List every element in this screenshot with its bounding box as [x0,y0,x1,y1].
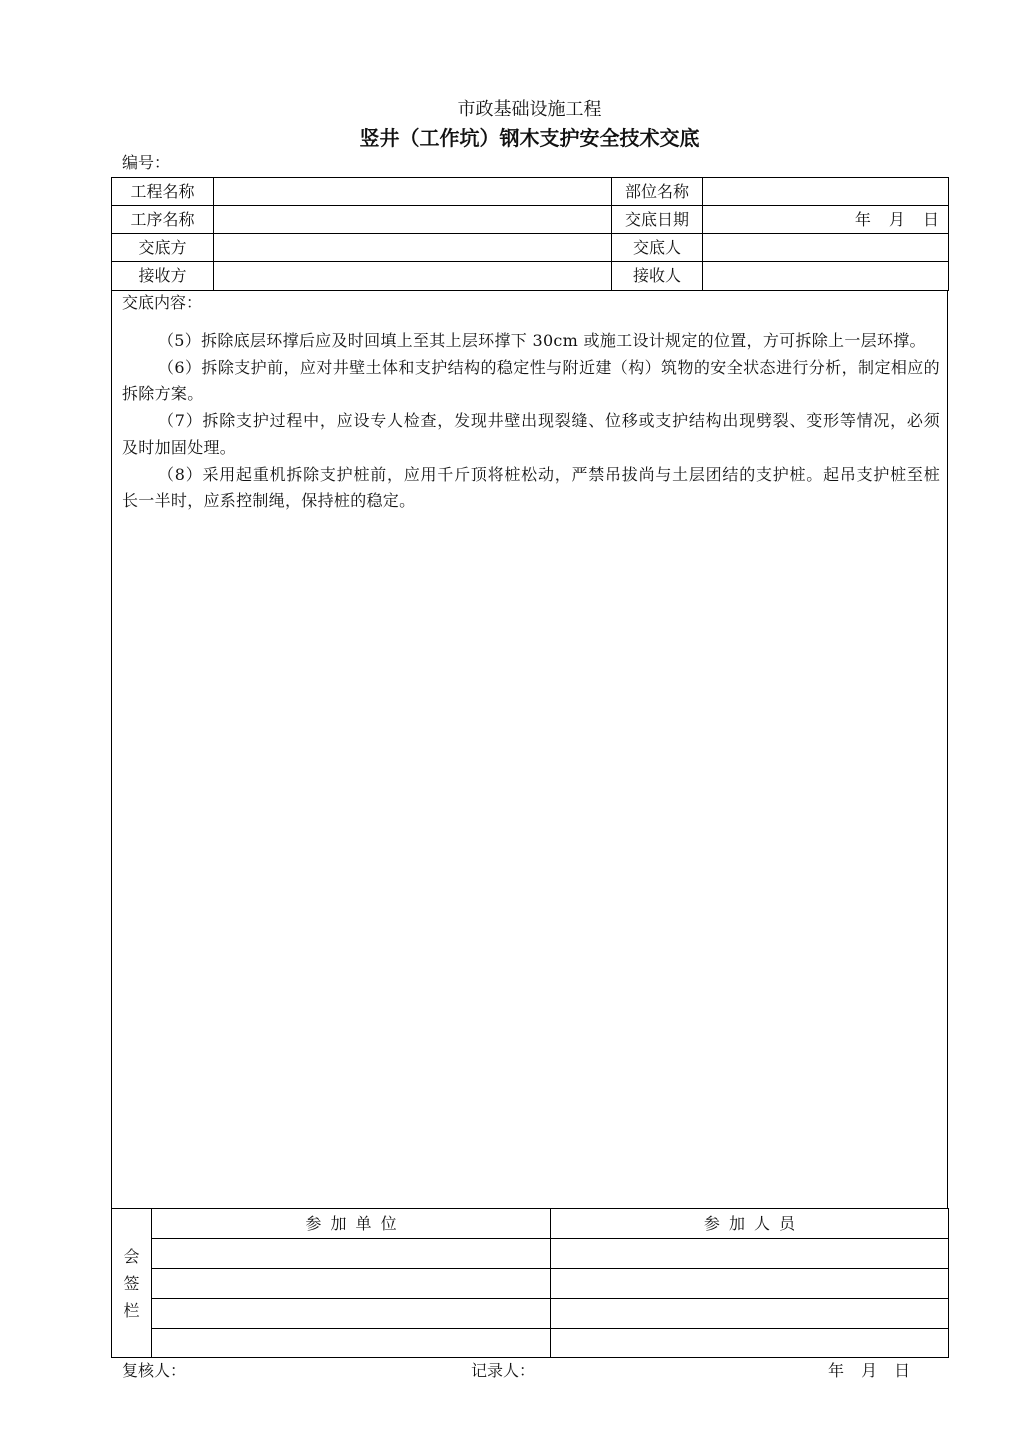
paragraph-line: （7）拆除支护过程中，应设专人检查，发现井壁出现裂缝、位移或支护结构出现劈裂、变形等情况，必须 [158,411,940,431]
disclosure-date-label: 交底日期 [612,206,703,234]
paragraph-line: （8）采用起重机拆除支护桩前，应用千斤顶将桩松动，严禁吊拔尚与土层团结的支护桩。起吊支护桩至桩 [158,464,940,484]
paragraph-8 [122,462,940,515]
paragraph-line: 拆除方案。 [122,384,204,404]
info-row-receiver [112,262,949,291]
footer-date: 年 月 日 [828,1361,911,1380]
info-table [111,177,949,291]
countersign-side-cell [112,1209,152,1358]
reviewer-label: 复核人： [122,1361,187,1380]
receiver-label: 接收人 [612,262,703,291]
document-title: 竖井（工作坑）钢木支护安全技术交底 [359,126,700,150]
participating-people-cell [551,1269,949,1299]
participating-people-cell [551,1329,949,1358]
disclosure-date-field [703,206,949,234]
participating-unit-cell [152,1269,551,1299]
disclosure-content-box [111,290,948,1209]
countersign-row [112,1329,949,1358]
countersign-row [112,1269,949,1299]
content-label: 交底内容： [122,293,203,312]
content-paragraphs [122,328,940,515]
info-row-process [112,206,949,234]
participating-people-cell [551,1239,949,1269]
paragraph-line: 及时加固处理。 [122,437,237,457]
info-row-project [112,178,949,206]
info-row-discloser [112,234,949,262]
participating-unit-cell [152,1329,551,1358]
process-name-label: 工序名称 [112,206,214,234]
paragraph-6 [122,355,940,408]
countersign-row [112,1239,949,1269]
disclosure-date-value: 年 月 日 [854,209,939,229]
paragraph-5 [122,328,940,355]
receiver-field [703,262,949,291]
disclosing-party-field [214,234,612,262]
participating-people-header: 参 加 人 员 [551,1209,949,1239]
paragraph-line: 长一半时，应系控制绳，保持桩的稳定。 [122,491,416,511]
document-number-label: 编号： [122,153,171,172]
paragraph-7 [122,408,940,461]
countersign-label: 会签栏 [123,1246,140,1320]
process-name-field [214,206,612,234]
receiving-party-field [214,262,612,291]
participating-people-cell [551,1299,949,1329]
paragraph-line: （5）拆除底层环撑后应及时回填上至其上层环撑下 30cm 或施工设计规定的位置，方可拆除上一层环撑。 [158,331,926,350]
disclosing-party-label: 交底方 [112,234,214,262]
document-category: 市政基础设施工程 [457,99,602,120]
part-name-label: 部位名称 [612,178,703,206]
project-name-field [214,178,612,206]
participating-unit-header: 参 加 单 位 [152,1209,551,1239]
participating-unit-cell [152,1299,551,1329]
countersign-row [112,1299,949,1329]
discloser-field [703,234,949,262]
receiving-party-label: 接收方 [112,262,214,291]
countersign-table [111,1208,949,1358]
recorder-label: 记录人： [471,1361,536,1380]
countersign-header-row [112,1209,949,1239]
participating-unit-cell [152,1239,551,1269]
discloser-label: 交底人 [612,234,703,262]
part-name-field [703,178,949,206]
project-name-label: 工程名称 [112,178,214,206]
paragraph-line: （6）拆除支护前，应对井壁土体和支护结构的稳定性与附近建（构）筑物的安全状态进行分析，制定相应的 [158,357,940,377]
